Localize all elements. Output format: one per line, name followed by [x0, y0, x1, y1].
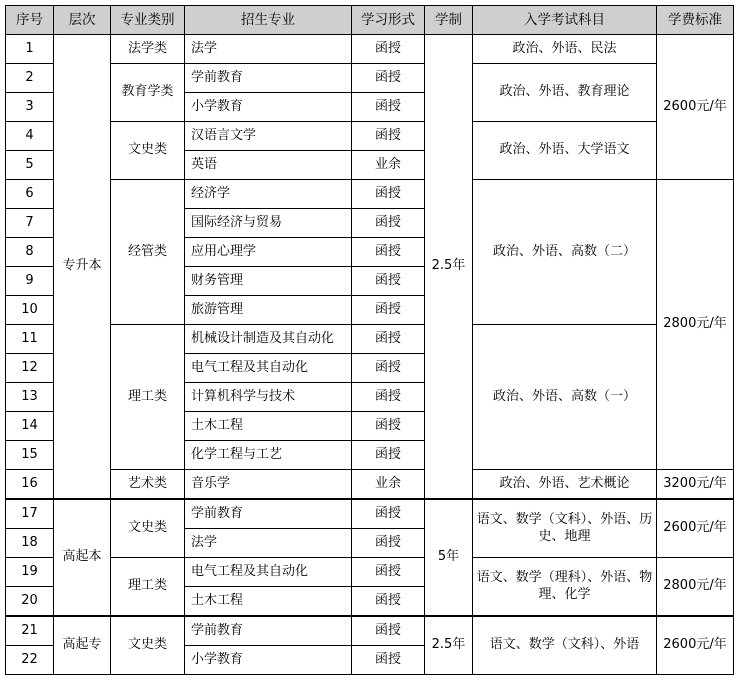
category-cell: 文史类	[111, 122, 185, 180]
table-row	[6, 64, 734, 93]
subjects-cell: 政治、外语、艺术概论	[473, 470, 657, 500]
fee-cell: 2800元/年	[657, 558, 734, 617]
seq-cell: 5	[6, 151, 54, 180]
major-cell: 小学教育	[185, 646, 352, 675]
major-cell: 机械设计制造及其自动化	[185, 325, 352, 354]
fee-cell: 2800元/年	[657, 180, 734, 470]
seq-cell: 20	[6, 587, 54, 617]
seq-cell: 19	[6, 558, 54, 587]
mode-cell: 函授	[352, 529, 425, 558]
major-cell: 法学	[185, 529, 352, 558]
mode-cell: 业余	[352, 151, 425, 180]
mode-cell: 函授	[352, 616, 425, 646]
category-cell: 理工类	[111, 558, 185, 617]
table-row	[6, 470, 734, 500]
fee-cell: 2600元/年	[657, 616, 734, 675]
major-cell: 化学工程与工艺	[185, 441, 352, 470]
mode-cell: 函授	[352, 587, 425, 617]
mode-cell: 函授	[352, 412, 425, 441]
seq-cell: 15	[6, 441, 54, 470]
header-mode: 学习形式	[352, 6, 425, 35]
mode-cell: 业余	[352, 470, 425, 500]
seq-cell: 16	[6, 470, 54, 500]
table-row	[6, 180, 734, 209]
header-row	[6, 6, 734, 35]
major-cell: 学前教育	[185, 64, 352, 93]
seq-cell: 14	[6, 412, 54, 441]
table-row	[6, 558, 734, 587]
table-row	[6, 122, 734, 151]
duration-cell: 5年	[425, 499, 473, 616]
major-cell: 英语	[185, 151, 352, 180]
enrollment-table-container	[5, 5, 734, 675]
major-cell: 土木工程	[185, 587, 352, 617]
subjects-cell: 语文、数学（文科）、外语、历史、地理	[473, 499, 657, 558]
major-cell: 汉语言文学	[185, 122, 352, 151]
seq-cell: 21	[6, 616, 54, 646]
mode-cell: 函授	[352, 267, 425, 296]
fee-cell: 2600元/年	[657, 499, 734, 558]
fee-cell: 2600元/年	[657, 35, 734, 180]
seq-cell: 7	[6, 209, 54, 238]
table-row	[6, 325, 734, 354]
seq-cell: 11	[6, 325, 54, 354]
major-cell: 小学教育	[185, 93, 352, 122]
seq-cell: 8	[6, 238, 54, 267]
header-duration: 学制	[425, 6, 473, 35]
major-cell: 国际经济与贸易	[185, 209, 352, 238]
header-seq: 序号	[6, 6, 54, 35]
major-cell: 法学	[185, 35, 352, 64]
mode-cell: 函授	[352, 441, 425, 470]
major-cell: 学前教育	[185, 616, 352, 646]
subjects-cell: 政治、外语、教育理论	[473, 64, 657, 122]
seq-cell: 22	[6, 646, 54, 675]
header-category: 专业类别	[111, 6, 185, 35]
seq-cell: 2	[6, 64, 54, 93]
category-cell: 经管类	[111, 180, 185, 325]
seq-cell: 6	[6, 180, 54, 209]
level-cell: 专升本	[54, 35, 111, 500]
mode-cell: 函授	[352, 35, 425, 64]
duration-cell: 2.5年	[425, 616, 473, 675]
subjects-cell: 政治、外语、高数（二）	[473, 180, 657, 325]
mode-cell: 函授	[352, 499, 425, 529]
seq-cell: 3	[6, 93, 54, 122]
seq-cell: 18	[6, 529, 54, 558]
seq-cell: 13	[6, 383, 54, 412]
fee-cell: 3200元/年	[657, 470, 734, 500]
mode-cell: 函授	[352, 296, 425, 325]
mode-cell: 函授	[352, 646, 425, 675]
header-fee: 学费标准	[657, 6, 734, 35]
major-cell: 旅游管理	[185, 296, 352, 325]
mode-cell: 函授	[352, 180, 425, 209]
category-cell: 文史类	[111, 499, 185, 558]
mode-cell: 函授	[352, 354, 425, 383]
subjects-cell: 语文、数学（理科）、外语、物理、化学	[473, 558, 657, 617]
major-cell: 电气工程及其自动化	[185, 354, 352, 383]
mode-cell: 函授	[352, 558, 425, 587]
mode-cell: 函授	[352, 64, 425, 93]
category-cell: 教育学类	[111, 64, 185, 122]
header-subjects: 入学考试科目	[473, 6, 657, 35]
seq-cell: 4	[6, 122, 54, 151]
seq-cell: 17	[6, 499, 54, 529]
mode-cell: 函授	[352, 383, 425, 412]
major-cell: 音乐学	[185, 470, 352, 500]
category-cell: 艺术类	[111, 470, 185, 500]
mode-cell: 函授	[352, 122, 425, 151]
table-row	[6, 35, 734, 64]
header-level: 层次	[54, 6, 111, 35]
mode-cell: 函授	[352, 209, 425, 238]
level-cell: 高起专	[54, 616, 111, 675]
subjects-cell: 政治、外语、大学语文	[473, 122, 657, 180]
seq-cell: 9	[6, 267, 54, 296]
subjects-cell: 语文、数学（文科）、外语	[473, 616, 657, 675]
table-row	[6, 616, 734, 646]
mode-cell: 函授	[352, 238, 425, 267]
duration-cell: 2.5年	[425, 35, 473, 500]
category-cell: 理工类	[111, 325, 185, 470]
seq-cell: 12	[6, 354, 54, 383]
major-cell: 应用心理学	[185, 238, 352, 267]
mode-cell: 函授	[352, 325, 425, 354]
level-cell: 高起本	[54, 499, 111, 616]
enrollment-table	[5, 5, 734, 675]
major-cell: 财务管理	[185, 267, 352, 296]
major-cell: 土木工程	[185, 412, 352, 441]
header-major: 招生专业	[185, 6, 352, 35]
seq-cell: 1	[6, 35, 54, 64]
major-cell: 电气工程及其自动化	[185, 558, 352, 587]
subjects-cell: 政治、外语、民法	[473, 35, 657, 64]
category-cell: 文史类	[111, 616, 185, 675]
table-row	[6, 499, 734, 529]
seq-cell: 10	[6, 296, 54, 325]
major-cell: 经济学	[185, 180, 352, 209]
subjects-cell: 政治、外语、高数（一）	[473, 325, 657, 470]
category-cell: 法学类	[111, 35, 185, 64]
major-cell: 学前教育	[185, 499, 352, 529]
major-cell: 计算机科学与技术	[185, 383, 352, 412]
mode-cell: 函授	[352, 93, 425, 122]
